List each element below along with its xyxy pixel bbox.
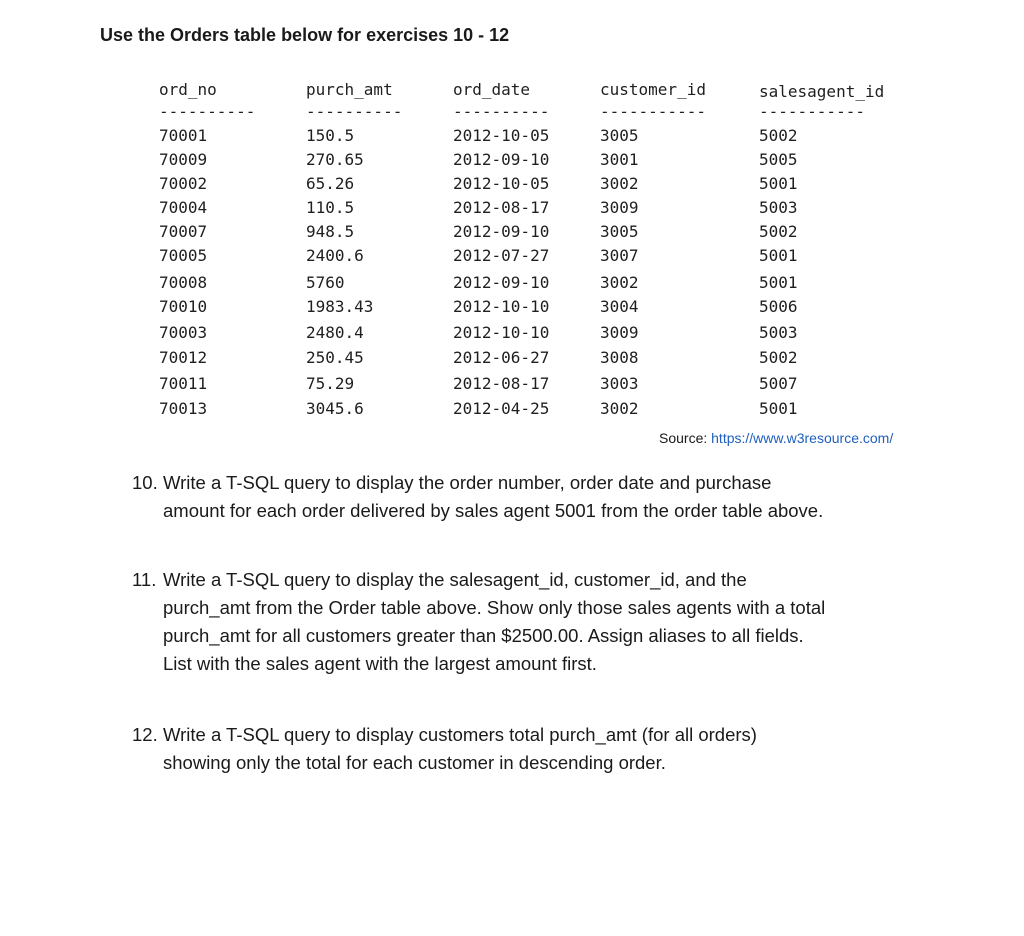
column-header-ord-no: ord_no <box>159 80 217 99</box>
table-row <box>159 222 899 246</box>
cell-ord-no: 70002 <box>159 174 208 193</box>
cell-customer-id: 3005 <box>600 222 639 241</box>
cell-ord-no: 70004 <box>159 198 208 217</box>
exercise-11 <box>132 566 952 678</box>
cell-ord-no: 70007 <box>159 222 208 241</box>
cell-customer-id: 3007 <box>600 246 639 265</box>
cell-ord-no: 70009 <box>159 150 208 169</box>
cell-customer-id: 3009 <box>600 198 639 217</box>
cell-salesagent-id: 5003 <box>759 322 798 342</box>
exercise-line: Write a T-SQL query to display customers total purch_amt (for all orders) <box>163 724 757 745</box>
cell-salesagent-id: 5001 <box>759 174 798 193</box>
exercise-line: purch_amt for all customers greater than $2500.00. Assign aliases to all fields. <box>163 625 804 646</box>
page-heading: Use the Orders table below for exercises 10 - 12 <box>100 25 510 45</box>
cell-purch-amt: 75.29 <box>306 373 355 393</box>
cell-salesagent-id: 5006 <box>759 297 798 316</box>
cell-ord-date: 2012-09-10 <box>453 273 550 292</box>
separator-dashes: ---------- <box>453 102 550 121</box>
cell-ord-date: 2012-10-10 <box>453 297 550 316</box>
cell-customer-id: 3009 <box>600 322 639 342</box>
exercise-text <box>163 721 952 777</box>
cell-salesagent-id: 5001 <box>759 246 798 265</box>
table-row <box>159 399 899 425</box>
exercise-12 <box>132 721 952 777</box>
column-header-purch-amt: purch_amt <box>306 80 393 99</box>
column-header-customer-id: customer_id <box>600 80 706 99</box>
cell-ord-no: 70012 <box>159 348 208 367</box>
table-row <box>159 348 899 374</box>
cell-purch-amt: 3045.6 <box>306 399 364 418</box>
cell-salesagent-id: 5007 <box>759 373 798 393</box>
exercise-number: 11. <box>132 569 157 590</box>
cell-ord-no: 70001 <box>159 126 208 145</box>
table-row <box>159 297 899 323</box>
table-row <box>159 126 899 150</box>
exercise-line: purch_amt from the Order table above. Show only those sales agents with a total <box>163 597 826 618</box>
cell-ord-no: 70005 <box>159 246 208 265</box>
cell-customer-id: 3005 <box>600 126 639 145</box>
cell-ord-date: 2012-10-10 <box>453 322 550 342</box>
cell-ord-date: 2012-07-27 <box>453 246 550 265</box>
cell-ord-date: 2012-04-25 <box>453 399 550 418</box>
table-row <box>159 374 899 400</box>
cell-purch-amt: 110.5 <box>306 198 355 217</box>
exercise-line: Write a T-SQL query to display the salesagent_id, customer_id, and the <box>163 569 747 590</box>
cell-salesagent-id: 5001 <box>759 273 798 292</box>
table-row <box>159 273 899 297</box>
table-row <box>159 323 899 349</box>
cell-ord-date: 2012-08-17 <box>453 198 550 217</box>
cell-purch-amt: 948.5 <box>306 222 355 241</box>
column-header-ord-date: ord_date <box>453 80 531 99</box>
table-separator-row <box>159 102 899 126</box>
exercise-line: showing only the total for each customer in descending order. <box>163 752 666 773</box>
separator-dashes: ---------- <box>159 102 256 121</box>
cell-ord-no: 70003 <box>159 322 208 342</box>
separator-dashes: ---------- <box>306 102 403 121</box>
cell-ord-no: 70010 <box>159 297 208 316</box>
cell-ord-date: 2012-10-05 <box>453 174 550 193</box>
cell-purch-amt: 2400.6 <box>306 246 364 265</box>
cell-customer-id: 3003 <box>600 373 639 393</box>
cell-ord-no: 70008 <box>159 273 208 292</box>
cell-ord-date: 2012-08-17 <box>453 373 550 393</box>
table-header-row <box>159 80 899 102</box>
source-citation <box>659 430 893 446</box>
cell-purch-amt: 5760 <box>306 273 345 292</box>
exercise-line: amount for each order delivered by sales agent 5001 from the order table above. <box>163 500 824 521</box>
column-header-salesagent-id: salesagent_id <box>759 82 885 101</box>
separator-dashes: ----------- <box>759 102 865 121</box>
cell-purch-amt: 65.26 <box>306 174 355 193</box>
exercise-number: 12. <box>132 724 158 745</box>
table-row <box>159 246 899 270</box>
exercise-line: List with the sales agent with the largest amount first. <box>163 653 597 674</box>
cell-ord-no: 70013 <box>159 399 208 418</box>
cell-customer-id: 3002 <box>600 273 639 292</box>
cell-ord-no: 70011 <box>159 373 208 393</box>
source-label: Source: <box>659 430 712 446</box>
table-body <box>159 126 899 425</box>
table-row <box>159 198 899 222</box>
cell-customer-id: 3001 <box>600 150 639 169</box>
cell-purch-amt: 2480.4 <box>306 322 364 342</box>
cell-customer-id: 3008 <box>600 348 639 367</box>
cell-customer-id: 3004 <box>600 297 639 316</box>
cell-customer-id: 3002 <box>600 399 639 418</box>
cell-purch-amt: 250.45 <box>306 348 364 367</box>
table-row <box>159 174 899 198</box>
cell-ord-date: 2012-09-10 <box>453 222 550 241</box>
cell-salesagent-id: 5005 <box>759 150 798 169</box>
exercise-number: 10. <box>132 472 158 493</box>
exercise-line: Write a T-SQL query to display the order number, order date and purchase <box>163 472 772 493</box>
cell-salesagent-id: 5002 <box>759 126 798 145</box>
source-link[interactable]: https://www.w3resource.com/ <box>711 430 894 446</box>
cell-purch-amt: 150.5 <box>306 126 355 145</box>
cell-salesagent-id: 5002 <box>759 348 798 367</box>
cell-purch-amt: 270.65 <box>306 150 364 169</box>
cell-salesagent-id: 5003 <box>759 198 798 217</box>
cell-ord-date: 2012-09-10 <box>453 150 550 169</box>
exercise-text <box>163 566 952 678</box>
cell-salesagent-id: 5002 <box>759 222 798 241</box>
cell-purch-amt: 1983.43 <box>306 297 374 316</box>
cell-salesagent-id: 5001 <box>759 399 798 418</box>
cell-ord-date: 2012-06-27 <box>453 348 550 367</box>
orders-table <box>159 80 899 425</box>
exercise-10 <box>132 469 952 525</box>
cell-customer-id: 3002 <box>600 174 639 193</box>
separator-dashes: ----------- <box>600 102 706 121</box>
exercise-text <box>163 469 952 525</box>
cell-ord-date: 2012-10-05 <box>453 126 550 145</box>
table-row <box>159 150 899 174</box>
